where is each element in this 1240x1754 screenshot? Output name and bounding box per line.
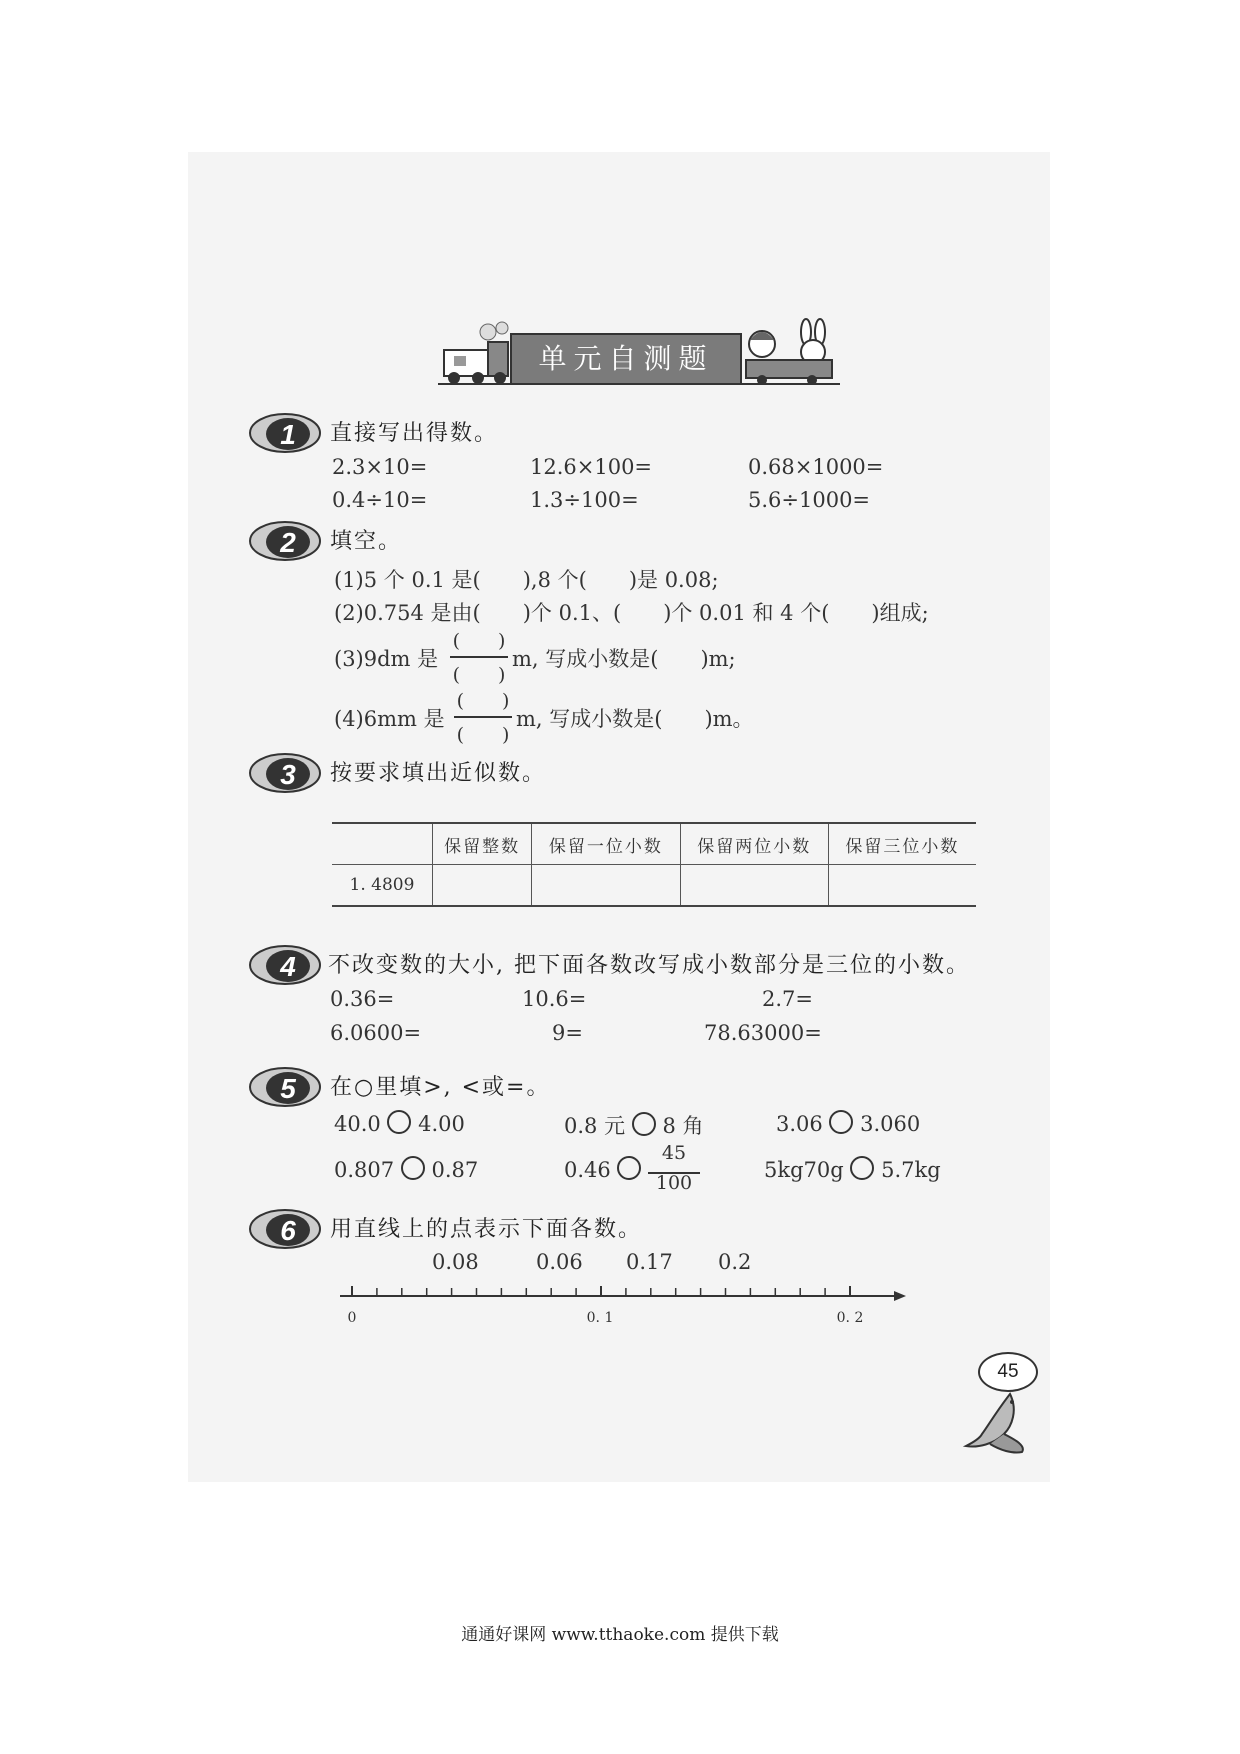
q5-right: 3.060	[860, 1112, 921, 1136]
q1-expr: 0.68×1000=	[748, 455, 884, 479]
q6-value: 0.2	[718, 1250, 752, 1274]
q5-right: 0.87	[431, 1158, 479, 1182]
q4-prompt: 不改变数的大小, 把下面各数改写成小数部分是三位的小数。	[328, 953, 970, 978]
q2-item-1: (1)5 个 0.1 是( ),8 个( )是 0.08;	[334, 568, 719, 592]
compare-circle[interactable]	[850, 1156, 874, 1180]
q5-pair	[564, 1156, 641, 1182]
table-header	[332, 823, 433, 865]
compare-circle[interactable]	[401, 1156, 425, 1180]
q4-expr: 10.6=	[522, 987, 587, 1011]
q2-item-3-post: m, 写成小数是( )m;	[512, 647, 736, 671]
q5-left: 3.06	[776, 1112, 823, 1136]
question-3-badge	[248, 752, 322, 794]
svg-text:6: 6	[280, 1215, 296, 1246]
approximation-table	[332, 822, 976, 907]
q1-expr: 2.3×10=	[332, 455, 428, 479]
q5-pair	[764, 1156, 941, 1182]
q1-expr: 1.3÷100=	[530, 488, 639, 512]
q4-expr: 0.36=	[330, 987, 395, 1011]
footer-credit: 通通好课网 www.tthaoke.com 提供下载	[461, 1625, 779, 1645]
compare-circle[interactable]	[617, 1156, 641, 1180]
compare-circle[interactable]	[632, 1112, 656, 1136]
table-header: 保留一位小数	[532, 823, 680, 865]
table-header: 保留三位小数	[828, 823, 976, 865]
question-2-badge	[248, 520, 322, 562]
svg-text:5: 5	[280, 1073, 296, 1104]
q5-left: 40.0	[334, 1112, 381, 1136]
kids-icon	[740, 318, 840, 386]
q5-pair	[776, 1110, 920, 1136]
q5-pair	[564, 1110, 704, 1140]
q6-prompt: 用直线上的点表示下面各数。	[330, 1217, 643, 1242]
q6-value: 0.17	[626, 1250, 673, 1274]
q2-fraction-blank: ( ) ( )	[452, 686, 514, 748]
q1-prompt: 直接写出得数。	[330, 421, 499, 446]
q4-expr: 2.7=	[762, 987, 813, 1011]
q4-expr: 78.63000=	[704, 1021, 822, 1045]
unit-title: 单元自测题	[510, 333, 742, 385]
number-line-ticks	[352, 1286, 850, 1296]
q5-left: 0.8 元	[564, 1114, 626, 1138]
q5-pair	[334, 1156, 478, 1182]
q5-right: 4.00	[418, 1112, 465, 1136]
page-number: 45	[978, 1352, 1038, 1392]
q3-prompt: 按要求填出近似数。	[330, 761, 547, 786]
q2-item-4-pre: (4)6mm 是	[334, 707, 445, 731]
question-5-badge	[248, 1066, 322, 1108]
axis-label: 0	[347, 1310, 357, 1326]
q5-left: 0.46	[564, 1158, 611, 1182]
table-cell: 1. 4809	[332, 865, 433, 907]
question-4-badge	[248, 944, 322, 986]
q4-expr: 9=	[552, 1021, 583, 1045]
table-cell-blank[interactable]	[433, 865, 532, 907]
axis-label: 0. 1	[586, 1310, 614, 1326]
svg-text:2: 2	[280, 527, 296, 558]
q5-pair	[334, 1110, 465, 1136]
q6-value: 0.08	[432, 1250, 479, 1274]
svg-text:1: 1	[280, 419, 296, 450]
q5-left: 5kg70g	[764, 1158, 844, 1182]
table-row	[332, 865, 976, 907]
q2-item-3-pre: (3)9dm 是	[334, 647, 439, 671]
q5-left: 0.807	[334, 1158, 395, 1182]
q2-item-4-post: m, 写成小数是( )m。	[516, 707, 754, 731]
q5-fraction: 45 100	[646, 1142, 702, 1204]
table-cell-blank[interactable]	[532, 865, 680, 907]
q5-right: 8 角	[662, 1114, 704, 1138]
q1-expr: 0.4÷10=	[332, 488, 428, 512]
q4-expr: 6.0600=	[330, 1021, 422, 1045]
q1-expr: 12.6×100=	[530, 455, 653, 479]
q5-prompt: 在○里填>, <或=。	[330, 1075, 551, 1100]
seal-icon	[960, 1390, 1050, 1460]
table-cell-blank[interactable]	[828, 865, 976, 907]
svg-text:4: 4	[280, 951, 296, 982]
table-header-row	[332, 823, 976, 865]
table-header: 保留整数	[433, 823, 532, 865]
q2-fraction-blank: ( ) ( )	[448, 626, 510, 688]
q2-prompt: 填空。	[330, 529, 403, 554]
svg-text:3: 3	[280, 759, 296, 790]
table-header: 保留两位小数	[680, 823, 828, 865]
compare-circle[interactable]	[829, 1110, 853, 1134]
question-6-badge	[248, 1208, 322, 1250]
q6-value: 0.06	[536, 1250, 583, 1274]
table-cell-blank[interactable]	[680, 865, 828, 907]
question-1-badge	[248, 412, 322, 454]
q1-expr: 5.6÷1000=	[748, 488, 871, 512]
q2-item-2: (2)0.754 是由( )个 0.1、( )个 0.01 和 4 个( )组成;	[334, 601, 929, 625]
axis-label: 0. 2	[836, 1310, 864, 1326]
compare-circle[interactable]	[387, 1110, 411, 1134]
q5-right: 5.7kg	[881, 1158, 941, 1182]
number-line	[330, 1282, 910, 1330]
arrow-icon	[894, 1291, 906, 1301]
